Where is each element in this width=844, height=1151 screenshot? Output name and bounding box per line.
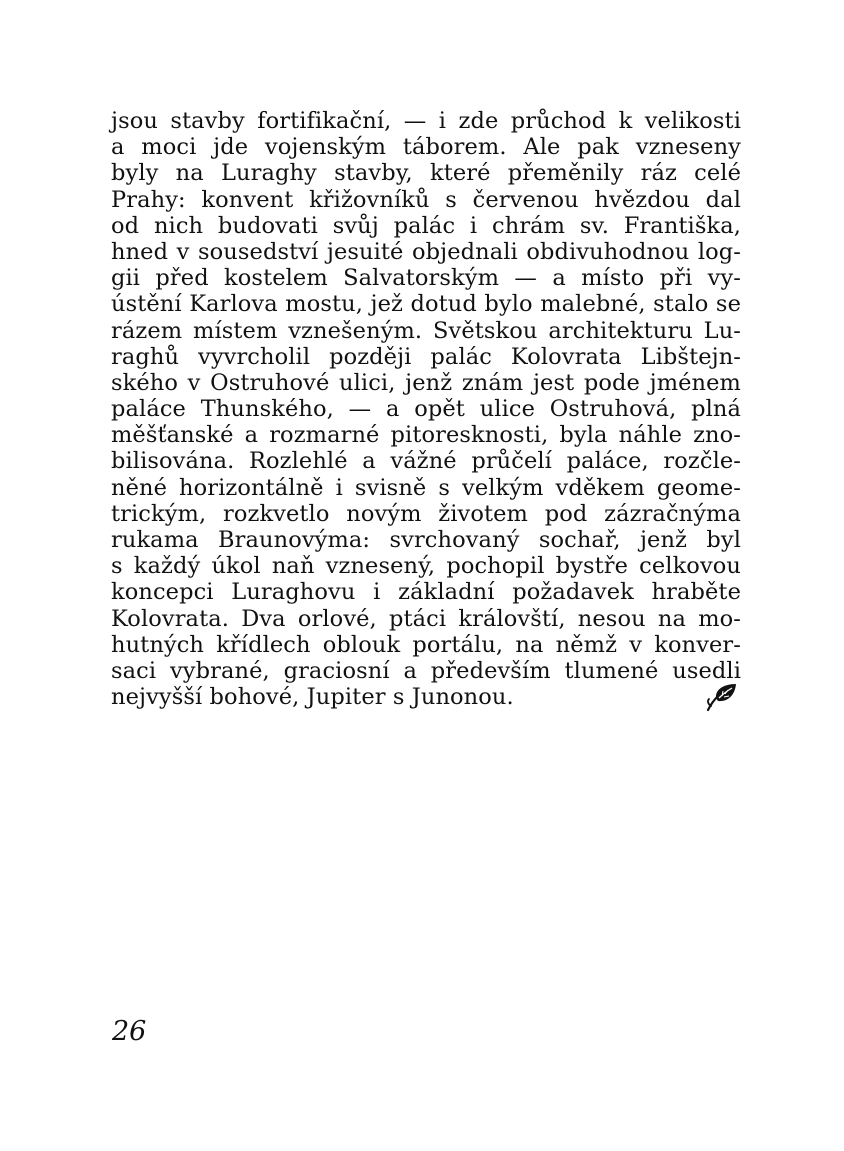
text-line: trickým, rozkvetlo novým životem pod zázračnýma [111,500,741,527]
text-line: měšťanské a rozmarné pitoresknosti, byla náhle zno- [111,422,741,449]
text-line: hutných křídlech oblouk portálu, na němž v konver- [111,631,741,658]
text-line: raghů vyvrcholil později palác Kolovrata Libštejn- [111,343,741,370]
last-text-line [111,684,741,710]
text-line: Kolovrata. Dva orlové, ptáci královští, nesou na mo- [111,605,741,632]
text-line: a moci jde vojenským táborem. Ale pak vzneseny [111,134,741,161]
text-line: ústění Karlova mostu, jež dotud bylo malebné, stalo se [111,291,741,318]
page-number: 26 [112,1016,147,1047]
text-line: něné horizontálně i svisně s velkým vděkem geome- [111,474,741,501]
text-line: byly na Luraghy stavby, které přeměnily ráz celé [111,160,741,187]
body-text [111,108,741,710]
text-line: koncepci Luraghovu i základní požadavek hraběte [111,579,741,606]
text-line: bilisována. Rozlehlé a vážné průčelí paláce, rozčle- [111,448,741,475]
text-line: jsou stavby fortifikační, — i zde průchod k velikosti [111,108,741,134]
text-line: hned v sousedství jesuité objednali obdivuhodnou log- [111,238,741,265]
text-line: rázem místem vznešeným. Světskou architekturu Lu- [111,317,741,344]
text-line: rukama Braunovýma: svrchovaný sochař, jenž byl [111,527,741,553]
text-line: Prahy: konvent křižovníků s červenou hvězdou dal [111,186,741,213]
text-line: nejvyšší bohové, Jupiter s Junonou. [111,684,514,711]
text-line: paláce Thunského, — a opět ulice Ostruhová, plná [111,396,741,423]
text-line: od nich budovati svůj palác i chrám sv. Františka, [111,212,741,239]
text-line: s každý úkol naň vznesený, pochopil bystře celkovou [111,553,741,580]
text-line: saci vybrané, graciosní a především tlumené usedli [111,657,741,684]
leaf-ornament-icon [705,682,739,712]
text-line: ského v Ostruhové ulici, jenž znám jest pode jménem [111,369,741,396]
text-line: gii před kostelem Salvatorským — a místo při vy- [111,265,741,292]
